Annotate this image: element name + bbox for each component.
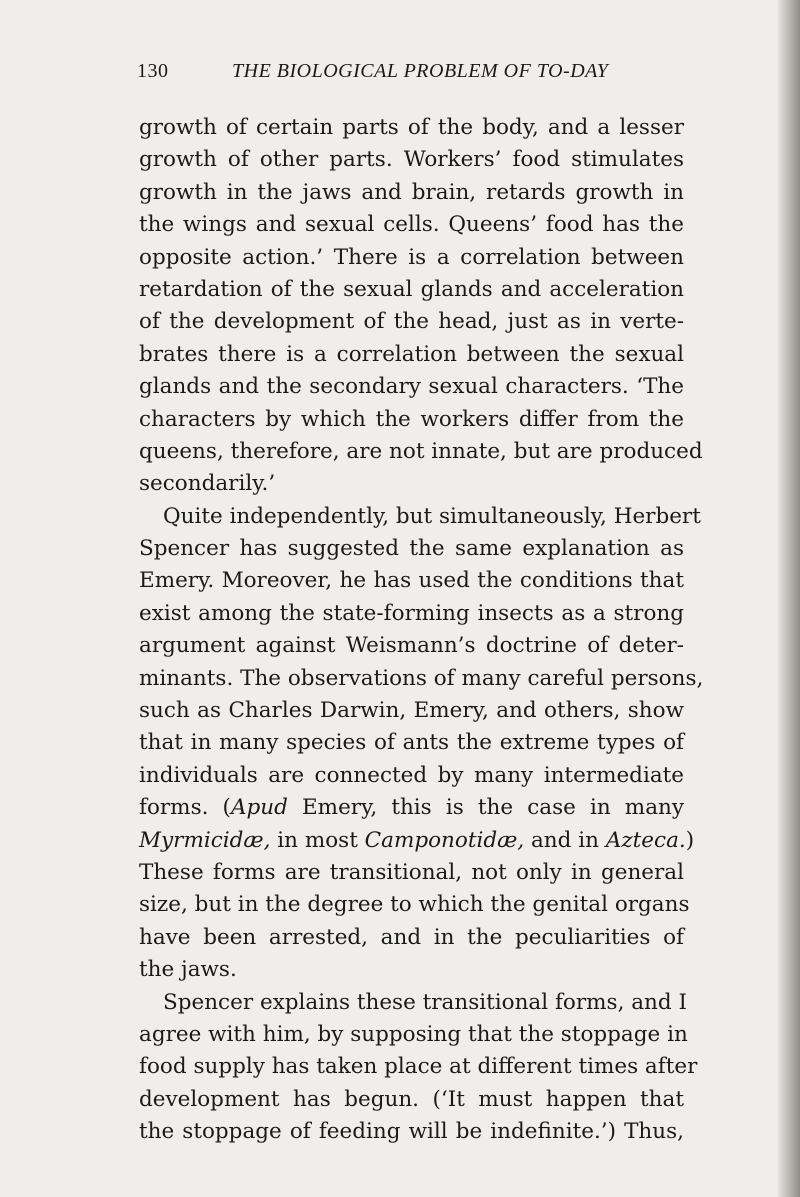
text-line (139, 339, 684, 371)
text-segment: characters by which the workers differ from the (139, 406, 684, 432)
text-line (139, 889, 690, 921)
text-segment: retardation of the sexual glands and acceleration (139, 276, 684, 302)
text-segment: and in (524, 827, 606, 853)
text-segment: Quite independently, but simultaneously, Herbert (163, 503, 701, 529)
text-line (139, 501, 701, 533)
text-line (139, 306, 684, 338)
text-segment: Spencer has suggested the same explanation as (139, 536, 684, 562)
text-segment: opposite action.’ There is a correlation between (139, 244, 684, 270)
text-line (139, 371, 684, 403)
text-segment: such as Charles Darwin, Emery, and others, show (139, 698, 684, 724)
text-line (139, 436, 703, 468)
text-line (139, 760, 684, 792)
text-line (139, 144, 684, 176)
italic-text: Apud (230, 795, 288, 821)
text-line (139, 533, 684, 565)
text-line (139, 274, 684, 306)
body-text (139, 112, 704, 1149)
text-segment: size, but in the degree to which the genital organs (139, 892, 690, 918)
text-segment: glands and the secondary sexual characters. ‘The (139, 374, 684, 400)
text-line (139, 1116, 684, 1148)
text-line (139, 242, 684, 274)
text-segment: growth of certain parts of the body, and a lesser (139, 115, 684, 140)
text-segment: agree with him, by supposing that the stoppage in (139, 1021, 688, 1047)
text-segment: exist among the state-forming insects as a strong (139, 600, 684, 626)
text-line (139, 1019, 688, 1051)
text-segment: brates there is a correlation between the sexual (139, 341, 684, 367)
text-segment: Spencer explains these transitional forms, and I (163, 989, 687, 1015)
text-segment: queens, therefore, are not innate, but are produced (139, 438, 703, 464)
text-line (139, 404, 684, 436)
text-line (139, 987, 687, 1019)
text-line (139, 695, 684, 727)
text-line (139, 565, 684, 597)
page-edge-shadow (778, 0, 800, 1197)
text-segment: Emery. Moreover, he has used the conditions that (139, 568, 684, 594)
text-line (139, 209, 684, 241)
text-line (139, 1084, 684, 1116)
text-line (139, 727, 684, 759)
text-line (139, 922, 684, 954)
text-line (139, 857, 684, 889)
text-segment: argument against Weismann’s doctrine of deter- (139, 633, 684, 659)
text-segment: the jaws. (139, 957, 237, 983)
italic-text: Camponotidæ, (364, 827, 525, 853)
text-segment: minants. The observations of many careful persons, (139, 665, 704, 691)
text-segment: growth in the jaws and brain, retards growth in (139, 179, 684, 205)
running-title: THE BIOLOGICAL PROBLEM OF TO-DAY (232, 60, 609, 82)
text-line (139, 177, 684, 209)
text-line (139, 112, 684, 144)
text-segment: the wings and sexual cells. Queens’ food has the (139, 212, 684, 238)
text-segment: secondarily.’ (139, 471, 276, 497)
text-segment: Emery, this is the case in many (287, 795, 684, 821)
text-line (139, 954, 684, 986)
text-segment: growth of other parts. Workers’ food stimulates (139, 147, 684, 173)
text-segment: of the development of the head, just as in verte- (139, 309, 684, 335)
text-line (139, 598, 684, 630)
italic-text: Azteca. (605, 827, 686, 853)
text-segment: the stoppage of feeding will be indefinite.’) Thus, (139, 1119, 684, 1145)
page-number: 130 (137, 60, 169, 82)
text-segment: that in many species of ants the extreme types of (139, 730, 684, 756)
text-line (139, 825, 695, 857)
text-line (139, 468, 684, 500)
text-segment: in most (270, 827, 365, 853)
text-segment: individuals are connected by many intermediate (139, 762, 684, 788)
text-segment: have been arrested, and in the peculiarities of (139, 924, 684, 950)
text-segment: These forms are transitional, not only in general (139, 859, 684, 885)
text-line (139, 1051, 698, 1083)
text-segment: forms. ( (139, 795, 231, 821)
text-line (139, 630, 684, 662)
text-segment: ) (685, 827, 695, 853)
text-segment: development has begun. (‘It must happen that (139, 1086, 684, 1112)
text-segment: food supply has taken place at different times after (139, 1054, 698, 1080)
text-line (139, 792, 684, 824)
italic-text: Myrmicidæ, (139, 827, 271, 853)
text-line (139, 663, 704, 695)
